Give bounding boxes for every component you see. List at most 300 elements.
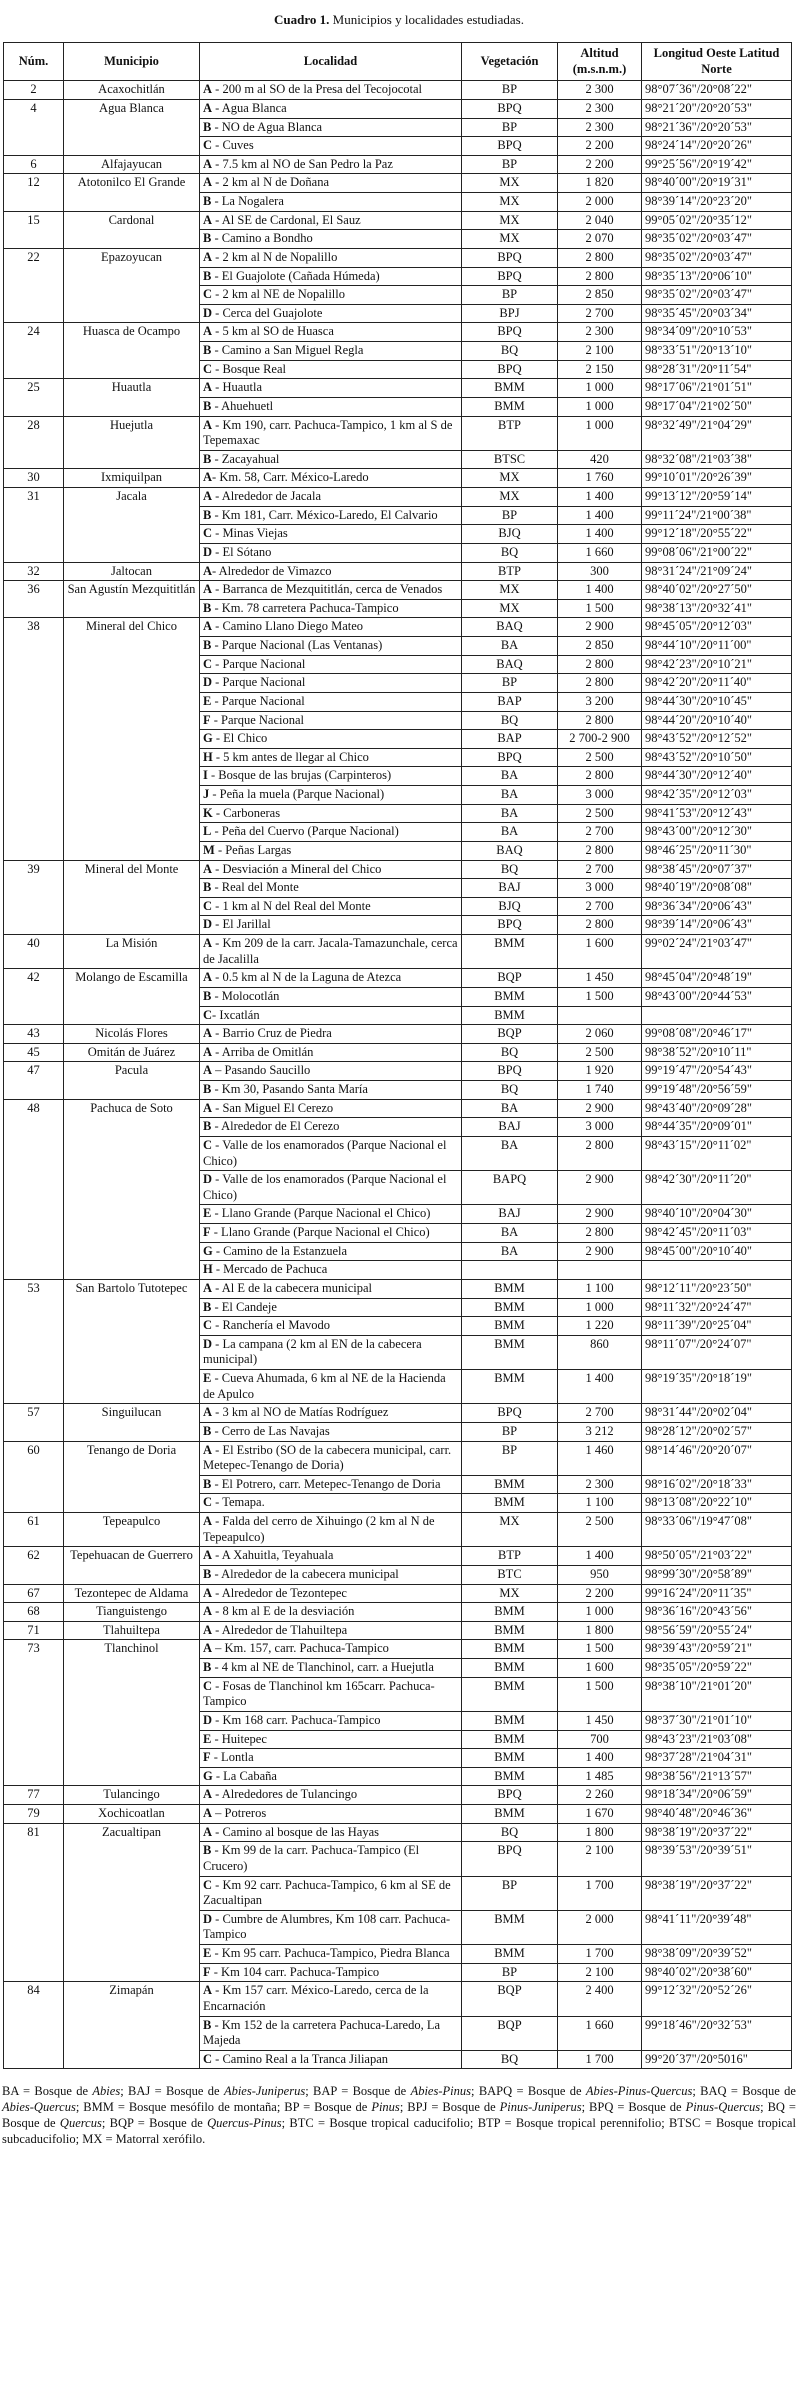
- coordinates-value: 98°24´14"/20°20´26": [642, 137, 792, 156]
- localidad-letter: A: [203, 212, 213, 227]
- municipio-name: Pachuca de Soto: [64, 1099, 200, 1279]
- altitude-value: 1 600: [558, 935, 642, 969]
- localidad-text: - Alrededor de Vimazco: [212, 563, 332, 578]
- localidad-letter: C: [203, 1495, 213, 1510]
- municipio-number: 38: [4, 618, 64, 860]
- legend-genus: Abies-Juniperus: [223, 2084, 306, 2099]
- legend-code: BP: [284, 2100, 300, 2115]
- municipio-name: Atotonilco El Grande: [64, 174, 200, 211]
- localidad-cell: [200, 637, 462, 656]
- vegetation-code: BMM: [462, 1603, 558, 1622]
- coordinates-value: 98°31´44"/20°02´04": [642, 1404, 792, 1423]
- localidad-text: - Llano Grande (Parque Nacional el Chico): [211, 1206, 431, 1221]
- coordinates-value: 98°44´20"/20°10´40": [642, 711, 792, 730]
- altitude-value: 1 400: [558, 1370, 642, 1404]
- localidad-letter: D: [203, 917, 213, 932]
- coordinates-value: 99°19´48"/20°56´59": [642, 1081, 792, 1100]
- localidad-letter: D: [203, 1911, 213, 1926]
- localidad-letter: E: [203, 1206, 212, 1221]
- localidad-cell: [200, 1621, 462, 1640]
- localidad-text: - 5 km antes de llegar al Chico: [212, 749, 369, 764]
- altitude-value: 1 100: [558, 1279, 642, 1298]
- altitude-value: 950: [558, 1565, 642, 1584]
- legend-code: BPJ: [407, 2100, 428, 2115]
- localidad-cell: [200, 1441, 462, 1475]
- localidad-letter: B: [203, 343, 212, 357]
- localidad-text: - Peña la muela (Parque Nacional): [209, 787, 385, 801]
- altitude-value: 3 000: [558, 786, 642, 805]
- coordinates-value: 98°43´52"/20°10´50": [642, 748, 792, 767]
- localidad-text: - La campana (2 km al EN de la cabecera municipal): [203, 1336, 422, 1367]
- table-header-row: [4, 43, 792, 81]
- vegetation-code: BMM: [462, 1749, 558, 1768]
- altitude-value: 2 100: [558, 1963, 642, 1982]
- localidad-cell: [200, 804, 462, 823]
- altitude-value: 2 700: [558, 304, 642, 323]
- legend-description: Bosque de: [527, 2084, 586, 2099]
- table-row: [4, 248, 792, 267]
- header-altitud: Altitud (m.s.n.m.): [558, 43, 642, 81]
- localidad-letter: C: [203, 2051, 213, 2066]
- localidad-cell: [200, 1945, 462, 1964]
- localidad-cell: [200, 506, 462, 525]
- vegetation-code: BA: [462, 804, 558, 823]
- municipio-number: 45: [4, 1043, 64, 1062]
- municipio-number: 67: [4, 1584, 64, 1603]
- vegetation-code: BTSC: [462, 450, 558, 469]
- altitude-value: 2 700-2 900: [558, 730, 642, 749]
- altitude-value: 1 700: [558, 1945, 642, 1964]
- table-row: [4, 1062, 792, 1081]
- localidad-letter: J: [203, 787, 210, 801]
- vegetation-code: BP: [462, 1876, 558, 1910]
- altitude-value: 1 000: [558, 1603, 642, 1622]
- localidad-cell: [200, 81, 462, 100]
- localidad-text: - Km 92 carr. Pachuca-Tampico, 6 km al SE de Zacualtipan: [203, 1877, 451, 1908]
- localidad-cell: [200, 599, 462, 618]
- localidad-cell: [200, 860, 462, 879]
- table-row: [4, 1621, 792, 1640]
- coordinates-value: 98°43´15"/20°11´02": [642, 1136, 792, 1170]
- localidad-text: - Ixcatlán: [212, 1007, 260, 1022]
- vegetation-code: BMM: [462, 1945, 558, 1964]
- vegetation-code: BMM: [462, 1370, 558, 1404]
- localidad-cell: [200, 841, 462, 860]
- altitude-value: 1 740: [558, 1081, 642, 1100]
- localidad-text: - Cumbre de Alumbres, Km 108 carr. Pachuca-Tampico: [203, 1911, 451, 1942]
- table-row: [4, 155, 792, 174]
- coordinates-value: 98°11´07"/20°24´07": [642, 1335, 792, 1369]
- coordinates-value: [642, 1261, 792, 1280]
- vegetation-code: BAQ: [462, 655, 558, 674]
- altitude-value: 2 800: [558, 674, 642, 693]
- table-row: [4, 488, 792, 507]
- municipio-number: 24: [4, 323, 64, 379]
- vegetation-code: BMM: [462, 1006, 558, 1025]
- localidad-text: - Alrededores de Tulancingo: [212, 1787, 358, 1802]
- localidad-text: - Mercado de Pachuca: [212, 1262, 328, 1277]
- coordinates-value: 98°35´05"/20°59´22": [642, 1659, 792, 1678]
- vegetation-code: MX: [462, 174, 558, 193]
- vegetation-code: BAJ: [462, 1205, 558, 1224]
- legend-description: Bosque mesófilo de montaña: [128, 2100, 277, 2115]
- localidad-cell: [200, 1242, 462, 1261]
- localidad-letter: A: [203, 156, 213, 171]
- coordinates-value: 98°35´02"/20°03´47": [642, 248, 792, 267]
- localidad-cell: [200, 1099, 462, 1118]
- municipio-name: Jacala: [64, 488, 200, 563]
- coordinates-value: 98°38´10"/21°01´20": [642, 1677, 792, 1711]
- localidad-cell: [200, 323, 462, 342]
- localidad-letter: A: [203, 619, 213, 634]
- localidad-cell: [200, 1603, 462, 1622]
- altitude-value: 2 100: [558, 1842, 642, 1876]
- coordinates-value: 98°31´24"/21°09´24": [642, 562, 792, 581]
- coordinates-value: 98°36´34"/20°06´43": [642, 897, 792, 916]
- localidad-letter: G: [203, 731, 213, 746]
- legend-code: BTP: [477, 2116, 501, 2131]
- coordinates-value: 99°16´24"/20°11´35": [642, 1584, 792, 1603]
- localidad-text: - El Jarillal: [212, 917, 271, 932]
- localidad-text: - Cuves: [212, 138, 254, 153]
- altitude-value: [558, 1006, 642, 1025]
- localidad-cell: [200, 767, 462, 786]
- localidad-text: – Km. 157, carr. Pachuca-Tampico: [212, 1641, 389, 1656]
- localidad-text: - Km 181, Carr. México-Laredo, El Calvario: [211, 507, 438, 522]
- localidad-text: - Temapa.: [212, 1495, 265, 1510]
- localidad-letter: C: [203, 526, 213, 541]
- localidad-cell: [200, 1876, 462, 1910]
- coordinates-value: 98°42´30"/20°11´20": [642, 1171, 792, 1205]
- legend-item: BQ = Bosque de Quercus;: [2, 2100, 796, 2131]
- altitude-value: 2 800: [558, 916, 642, 935]
- coordinates-value: 98°40´19"/20°08´08": [642, 879, 792, 898]
- coordinates-value: 98°39´43"/20°59´21": [642, 1640, 792, 1659]
- altitude-value: 2 300: [558, 81, 642, 100]
- localidad-cell: [200, 1494, 462, 1513]
- localidad-letter: B: [203, 880, 212, 895]
- table-row: [4, 1279, 792, 1298]
- localidad-text: - 2 km al N de Doñana: [212, 175, 330, 190]
- legend-description: Bosque de: [34, 2084, 93, 2099]
- vegetation-code: BAJ: [462, 1118, 558, 1137]
- coordinates-value: 98°38´13"/20°32´41": [642, 599, 792, 618]
- altitude-value: [558, 1261, 642, 1280]
- municipio-number: 15: [4, 211, 64, 248]
- table-row: [4, 1025, 792, 1044]
- localidad-letter: A: [203, 82, 213, 97]
- vegetation-code: BMM: [462, 1317, 558, 1336]
- coordinates-value: 98°39´53"/20°39´51": [642, 1842, 792, 1876]
- localidad-letter: A: [203, 249, 213, 264]
- localidad-text: – Potreros: [212, 1806, 267, 1820]
- localidad-cell: [200, 748, 462, 767]
- altitude-value: 1 760: [558, 469, 642, 488]
- localidad-text: - Camino Llano Diego Mateo: [212, 619, 364, 634]
- localidad-letter: A: [203, 1100, 213, 1115]
- localidad-letter: A: [203, 1548, 213, 1563]
- vegetation-code: BP: [462, 1422, 558, 1441]
- localidad-letter: A: [203, 100, 213, 115]
- vegetation-code: BTC: [462, 1565, 558, 1584]
- altitude-value: 2 500: [558, 1513, 642, 1547]
- localidad-letter: A: [203, 1280, 213, 1295]
- localidad-cell: [200, 99, 462, 118]
- table-row: [4, 1404, 792, 1423]
- localidad-letter: I: [203, 768, 208, 783]
- localidad-text: - Camino al bosque de las Hayas: [212, 1824, 380, 1839]
- vegetation-code: BPQ: [462, 916, 558, 935]
- legend-item: BAJ = Bosque de Abies-Juniperus;: [128, 2084, 313, 2099]
- localidad-letter: C: [203, 138, 213, 153]
- coordinates-value: 98°35´13"/20°06´10": [642, 267, 792, 286]
- legend-item: MX = Matorral xerófilo.: [82, 2132, 206, 2147]
- altitude-value: 1 100: [558, 1494, 642, 1513]
- altitude-value: 1 450: [558, 1711, 642, 1730]
- coordinates-value: 98°42´20"/20°11´40": [642, 674, 792, 693]
- localidad-text: - Km 99 de la carr. Pachuca-Tampico (El Crucero): [203, 1843, 420, 1873]
- legend-description: Bosque de: [165, 2084, 224, 2099]
- coordinates-value: 98°12´11"/20°23´50": [642, 1279, 792, 1298]
- localidad-letter: B: [203, 119, 212, 134]
- vegetation-code: BP: [462, 1441, 558, 1475]
- coordinates-value: 98°38´56"/21°13´57": [642, 1767, 792, 1786]
- localidad-letter: B: [203, 2017, 212, 2032]
- coordinates-value: 98°56´59"/20°55´24": [642, 1621, 792, 1640]
- altitude-value: 1 220: [558, 1317, 642, 1336]
- vegetation-code: BTP: [462, 416, 558, 450]
- coordinates-value: 99°19´47"/20°54´43": [642, 1062, 792, 1081]
- municipio-name: Zacualtipan: [64, 1823, 200, 1982]
- vegetation-code: BMM: [462, 1910, 558, 1944]
- localidad-text: - Bosque de las brujas (Carpinteros): [207, 768, 392, 783]
- localidad-cell: [200, 581, 462, 600]
- coordinates-value: 98°44´35"/20°09´01": [642, 1118, 792, 1137]
- altitude-value: 3 212: [558, 1422, 642, 1441]
- coordinates-value: 98°45´00"/20°10´40": [642, 1242, 792, 1261]
- localidad-cell: [200, 1404, 462, 1423]
- legend-code: BQP: [109, 2116, 134, 2131]
- localidad-text: - Molocotlán: [211, 988, 280, 1003]
- table-row: [4, 1547, 792, 1566]
- altitude-value: 2 200: [558, 155, 642, 174]
- localidad-letter: A: [203, 1405, 213, 1420]
- localidad-letter: A: [203, 489, 213, 503]
- localidad-cell: [200, 1842, 462, 1876]
- vegetation-code: BQP: [462, 1982, 558, 2016]
- municipio-name: Tulancingo: [64, 1786, 200, 1805]
- localidad-letter: A: [203, 1806, 213, 1820]
- localidad-text: - Km 168 carr. Pachuca-Tampico: [212, 1712, 381, 1727]
- localidad-letter: A: [203, 1983, 213, 1998]
- vegetation-code: BJQ: [462, 897, 558, 916]
- coordinates-value: 98°45´05"/20°12´03": [642, 618, 792, 637]
- municipio-number: 71: [4, 1621, 64, 1640]
- municipio-name: Tezontepec de Aldama: [64, 1584, 200, 1603]
- localidad-letter: A: [203, 1641, 213, 1656]
- municipio-name: Epazoyucan: [64, 248, 200, 323]
- legend-genus: Quercus: [59, 2116, 102, 2131]
- localidad-text: - Carboneras: [212, 805, 281, 820]
- table-row: [4, 174, 792, 193]
- vegetation-code: BP: [462, 674, 558, 693]
- legend-code: BQ: [767, 2100, 785, 2115]
- altitude-value: 2 700: [558, 897, 642, 916]
- localidad-cell: [200, 1298, 462, 1317]
- localidad-text: - El Estribo (SO de la cabecera municipal, carr. Metepec-Tenango de Doria): [203, 1442, 452, 1473]
- localidad-text: - Desviación a Mineral del Chico: [212, 861, 382, 876]
- altitude-value: 2 300: [558, 99, 642, 118]
- coordinates-value: 98°19´35"/20°18´19": [642, 1370, 792, 1404]
- altitude-value: 2 700: [558, 1404, 642, 1423]
- vegetation-code: BAPQ: [462, 1171, 558, 1205]
- altitude-value: 2 060: [558, 1025, 642, 1044]
- localidad-letter: E: [203, 1731, 212, 1746]
- localidad-letter: B: [203, 451, 212, 466]
- localidad-text: - La Nogalera: [211, 194, 284, 208]
- localidad-cell: [200, 1062, 462, 1081]
- vegetation-code: MX: [462, 211, 558, 230]
- municipio-name: Tepeapulco: [64, 1513, 200, 1547]
- legend-genus: Pinus-Juniperus: [499, 2100, 582, 2115]
- table-row: [4, 1982, 792, 2016]
- municipio-number: 25: [4, 379, 64, 416]
- vegetation-code: BQ: [462, 1823, 558, 1842]
- localidad-cell: [200, 1730, 462, 1749]
- localidad-text: - Km 190, carr. Pachuca-Tampico, 1 km al S de Tepemaxac: [203, 417, 453, 448]
- localidad-text: - Llano Grande (Parque Nacional el Chico): [210, 1225, 430, 1239]
- localidad-text: - Camino de la Estanzuela: [212, 1243, 348, 1258]
- localidad-text: - 3 km al NO de Matías Rodríguez: [212, 1405, 389, 1420]
- altitude-value: 2 500: [558, 804, 642, 823]
- municipio-number: 31: [4, 488, 64, 563]
- vegetation-code: BAP: [462, 692, 558, 711]
- table-row: [4, 323, 792, 342]
- vegetation-code: BMM: [462, 1730, 558, 1749]
- localidad-cell: [200, 969, 462, 988]
- coordinates-value: 99°11´24"/21°00´38": [642, 506, 792, 525]
- localidad-cell: [200, 786, 462, 805]
- altitude-value: 1 700: [558, 1876, 642, 1910]
- localidad-letter: C: [203, 1007, 213, 1022]
- vegetation-code: BA: [462, 1224, 558, 1243]
- vegetation-code: BAQ: [462, 841, 558, 860]
- coordinates-value: 98°32´08"/21°03´38": [642, 450, 792, 469]
- localidad-cell: [200, 118, 462, 137]
- localidad-cell: [200, 1370, 462, 1404]
- municipio-name: Ixmiquilpan: [64, 469, 200, 488]
- localidad-letter: D: [203, 1712, 213, 1727]
- municipio-name: Agua Blanca: [64, 99, 200, 155]
- altitude-value: 2 800: [558, 267, 642, 286]
- coordinates-value: 98°38´19"/20°37´22": [642, 1823, 792, 1842]
- localidad-letter: A: [203, 1622, 213, 1637]
- altitude-value: 2 400: [558, 1982, 642, 2016]
- altitude-value: 2 800: [558, 841, 642, 860]
- legend-item: BTP = Bosque tropical perennifolio;: [477, 2116, 670, 2131]
- localidad-text: - El Chico: [212, 731, 268, 746]
- localidad-text: - Camino Real a la Tranca Jiliapan: [212, 2051, 389, 2066]
- localidad-text: - 2 km al NE de Nopalillo: [212, 287, 345, 302]
- header-localidad: Localidad: [200, 43, 462, 81]
- vegetation-code: BMM: [462, 379, 558, 398]
- localidad-letter: C: [203, 656, 213, 671]
- localidad-letter: B: [203, 398, 212, 413]
- localidad-text: - Agua Blanca: [212, 100, 287, 115]
- altitude-value: 1 400: [558, 1749, 642, 1768]
- municipio-number: 2: [4, 81, 64, 100]
- altitude-value: 1 500: [558, 1640, 642, 1659]
- localidad-text: - Alrededor de la cabecera municipal: [211, 1566, 399, 1581]
- localidad-cell: [200, 342, 462, 361]
- municipio-name: San Bartolo Tutotepec: [64, 1279, 200, 1403]
- localidad-text: - Km. 58, Carr. México-Laredo: [212, 470, 369, 485]
- localidad-text: - Peña del Cuervo (Parque Nacional): [211, 824, 399, 839]
- localidad-cell: [200, 1677, 462, 1711]
- vegetation-code: BP: [462, 81, 558, 100]
- localidad-text: - Valle de los enamorados (Parque Nacional el Chico): [203, 1137, 447, 1168]
- coordinates-value: 98°40´10"/20°04´30": [642, 1205, 792, 1224]
- coordinates-value: 98°35´02"/20°03´47": [642, 286, 792, 305]
- localidad-letter: B: [203, 1423, 212, 1438]
- localidad-letter: C: [203, 898, 213, 913]
- vegetation-code: BP: [462, 506, 558, 525]
- localidad-cell: [200, 1565, 462, 1584]
- localidad-letter: C: [203, 1318, 213, 1333]
- coordinates-value: 98°43´40"/20°09´28": [642, 1099, 792, 1118]
- localidad-text: - El Candeje: [211, 1299, 277, 1314]
- localidad-cell: [200, 193, 462, 212]
- coordinates-value: 98°40´02"/20°38´60": [642, 1963, 792, 1982]
- localidad-cell: [200, 450, 462, 469]
- vegetation-code: BQ: [462, 860, 558, 879]
- coordinates-value: 98°33´51"/20°13´10": [642, 342, 792, 361]
- table-row: [4, 1043, 792, 1062]
- altitude-value: 300: [558, 562, 642, 581]
- localidad-cell: [200, 1422, 462, 1441]
- localidad-text: - Lontla: [210, 1750, 254, 1765]
- caption-text: Municipios y localidades estudiadas.: [329, 12, 524, 27]
- coordinates-value: [642, 1006, 792, 1025]
- municipio-number: 43: [4, 1025, 64, 1044]
- altitude-value: 2 300: [558, 1475, 642, 1494]
- coordinates-value: 98°36´16"/20°43´56": [642, 1603, 792, 1622]
- localidad-text: - 5 km al SO de Huasca: [212, 324, 334, 339]
- altitude-value: 420: [558, 450, 642, 469]
- localidad-letter: K: [203, 805, 213, 820]
- localidad-text: - El Sótano: [212, 544, 272, 559]
- municipio-number: 57: [4, 1404, 64, 1441]
- coordinates-value: 98°44´10"/20°11´00": [642, 637, 792, 656]
- legend-description: Bosque tropical caducifolio: [329, 2116, 470, 2131]
- vegetation-code: BQ: [462, 1043, 558, 1062]
- localidad-text: - Km 209 de la carr. Jacala-Tamazunchale, cerca de Jacalilla: [203, 936, 458, 966]
- altitude-value: 2 800: [558, 1136, 642, 1170]
- localidad-letter: A: [203, 861, 213, 876]
- coordinates-value: 98°32´49"/21°04´29": [642, 416, 792, 450]
- legend-item: BA = Bosque de Abies;: [2, 2084, 128, 2099]
- table-row: [4, 562, 792, 581]
- localidad-text: - Minas Viejas: [212, 526, 288, 541]
- table-row: [4, 581, 792, 600]
- coordinates-value: 98°37´30"/21°01´10": [642, 1711, 792, 1730]
- coordinates-value: 98°07´36"/20°08´22": [642, 81, 792, 100]
- localidad-text: - Alrededor de El Cerezo: [211, 1119, 340, 1134]
- localidad-cell: [200, 562, 462, 581]
- altitude-value: 860: [558, 1335, 642, 1369]
- localidad-text: - Huautla: [212, 380, 263, 395]
- localidad-cell: [200, 267, 462, 286]
